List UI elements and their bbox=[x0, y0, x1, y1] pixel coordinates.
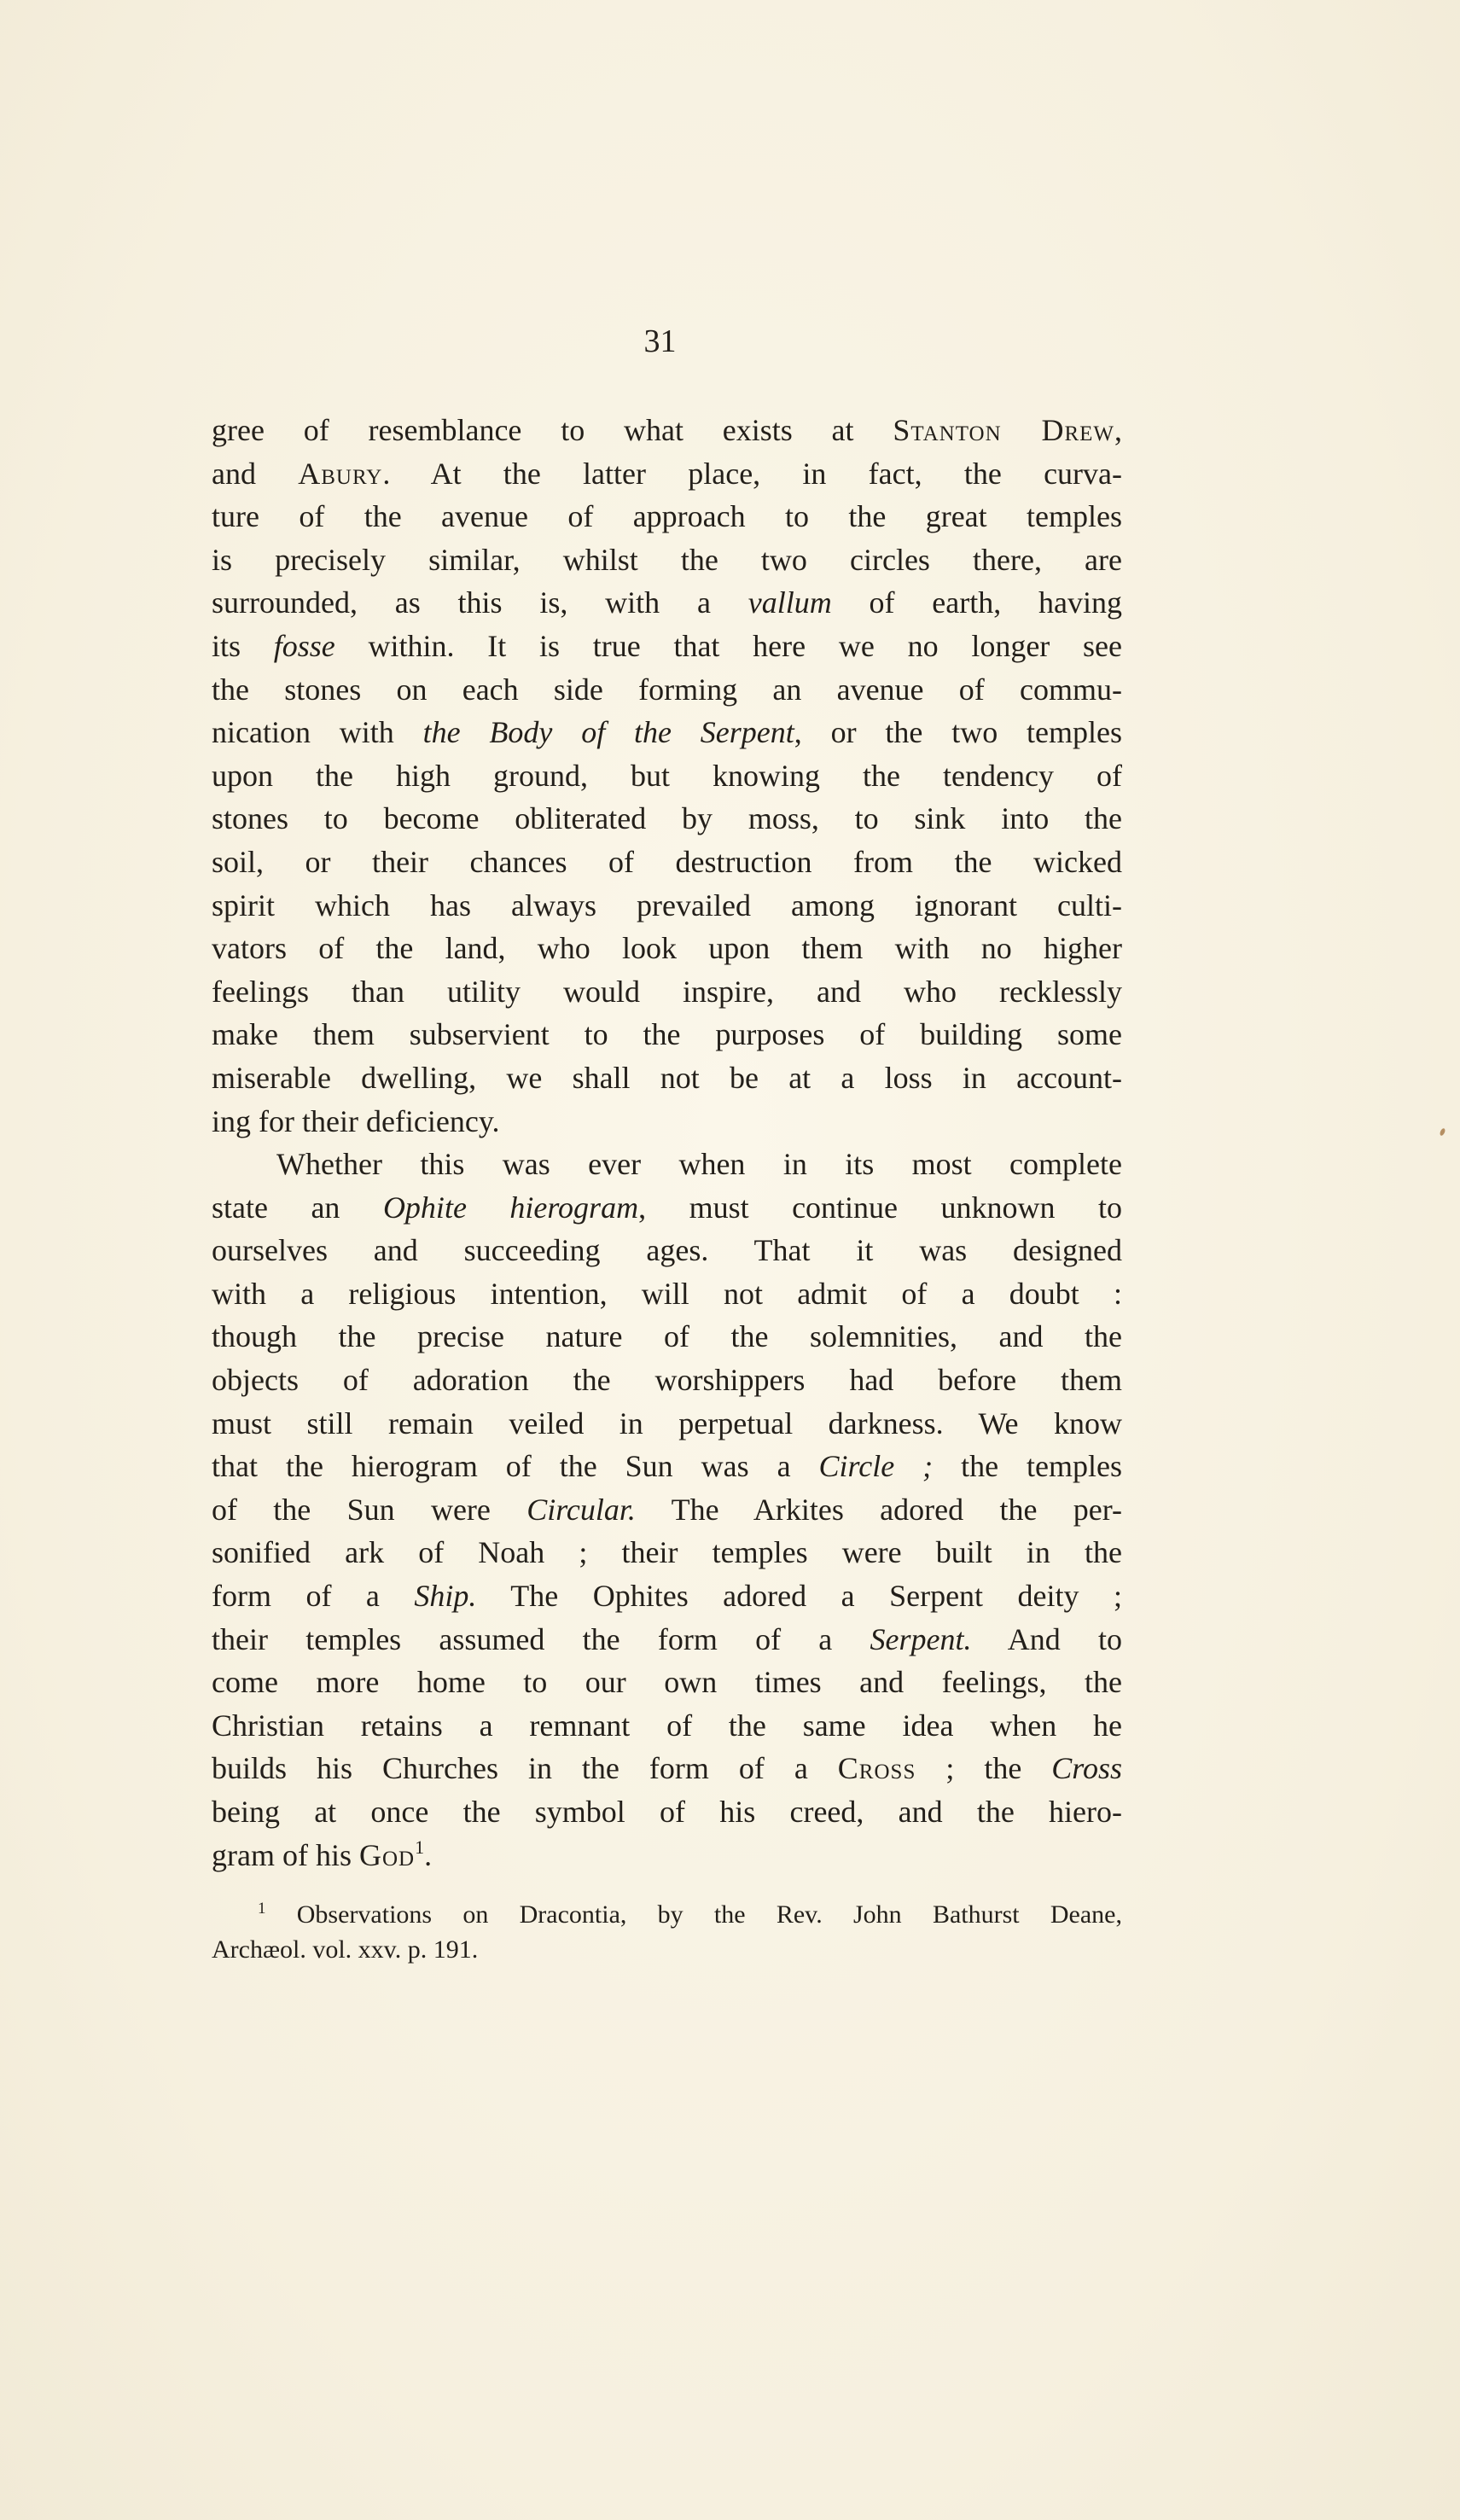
text-line: the stones on each side forming an avenue of commu- bbox=[212, 672, 1122, 707]
footnote-text: Observations on Dracontia, by the Rev. John Bathurst Deane, bbox=[265, 1900, 1122, 1929]
text-run: form of a bbox=[212, 1579, 415, 1614]
text-line bbox=[212, 1574, 1122, 1618]
text-line: being at once the symbol of his creed, and the hiero- bbox=[212, 1795, 1122, 1829]
text-line: ourselves and succeeding ages. That it was designed bbox=[212, 1233, 1122, 1268]
footnote-line: Archæol. vol. xxv. p. 191. bbox=[212, 1935, 479, 1964]
footnote bbox=[212, 1897, 1122, 1967]
italic-term: fosse bbox=[273, 628, 335, 663]
text-line: ing for their deficiency. bbox=[212, 1103, 500, 1138]
text-line: though the precise nature of the solemnities, and the bbox=[212, 1319, 1122, 1354]
text-line bbox=[212, 1834, 1122, 1877]
text-run: of earth, having bbox=[831, 585, 1122, 620]
text-line: with a religious intention, will not admit of a doubt : bbox=[212, 1276, 1122, 1311]
text-run: gree of resemblance to what exists at bbox=[212, 413, 893, 447]
text-line bbox=[212, 1186, 1122, 1230]
text-line bbox=[212, 1488, 1122, 1532]
text-line: vators of the land, who look upon them with no higher bbox=[212, 931, 1122, 966]
text-line: sonified ark of Noah ; their temples were built in the bbox=[212, 1535, 1122, 1570]
italic-term: the Body of the Serpent bbox=[422, 715, 794, 750]
text-run: the temples bbox=[933, 1449, 1122, 1484]
text-run: of the Sun were bbox=[212, 1492, 527, 1527]
body-text bbox=[212, 409, 1122, 1877]
text-run: builds his Churches in the form of a bbox=[212, 1751, 838, 1786]
text-run: , bbox=[1114, 413, 1122, 447]
text-line bbox=[212, 625, 1122, 668]
text-line: feelings than utility would inspire, and who recklessly bbox=[212, 974, 1122, 1009]
text-run: And to bbox=[971, 1621, 1122, 1656]
place-name: Abury bbox=[298, 456, 383, 491]
text-run: gram of his bbox=[212, 1837, 359, 1872]
text-line: miserable dwelling, we shall not be at a loss in account- bbox=[212, 1060, 1122, 1095]
text-run: The Arkites adored the per- bbox=[635, 1492, 1122, 1527]
text-run: within. It is true that here we no longer see bbox=[334, 628, 1122, 663]
text-line: must still remain veiled in perpetual darkness. We know bbox=[212, 1405, 1122, 1440]
text-run: The Ophites adored a Serpent deity ; bbox=[476, 1579, 1122, 1614]
italic-term: Cross bbox=[1051, 1751, 1123, 1786]
footnote-reference[interactable]: 1 bbox=[415, 1836, 425, 1858]
text-run: surrounded, as this is, with a bbox=[212, 585, 748, 620]
text-line: spirit which has always prevailed among ignorant culti- bbox=[212, 888, 1122, 922]
text-line: objects of adoration the worshippers had before them bbox=[212, 1363, 1122, 1398]
text-run: their temples assumed the form of a bbox=[212, 1621, 870, 1656]
italic-term: vallum bbox=[747, 585, 832, 620]
text-line: come more home to our own times and feelings, the bbox=[212, 1665, 1122, 1700]
text-run: nication with bbox=[212, 715, 423, 750]
text-run: state an bbox=[212, 1190, 383, 1225]
footnote-line bbox=[212, 1897, 1122, 1932]
text-line: upon the high ground, but knowing the tendency of bbox=[212, 758, 1122, 793]
text-line: Christian retains a remnant of the same idea when he bbox=[212, 1708, 1122, 1743]
text-line: Whether this was ever when in its most complete bbox=[276, 1147, 1122, 1182]
page-number: 31 bbox=[643, 323, 677, 359]
paper-speck bbox=[1439, 1127, 1445, 1136]
text-line: make them subservient to the purposes of building some bbox=[212, 1017, 1122, 1052]
text-run: . bbox=[424, 1837, 433, 1872]
text-run: and bbox=[212, 456, 299, 491]
italic-term: Ship. bbox=[414, 1579, 477, 1614]
text-line bbox=[212, 711, 1122, 754]
small-caps-term: God bbox=[358, 1837, 416, 1872]
text-run: that the hierogram of the Sun was a bbox=[212, 1449, 819, 1484]
text-line bbox=[212, 1747, 1122, 1790]
text-line: is precisely similar, whilst the two circles there, are bbox=[212, 542, 1122, 577]
text-run: , must continue unknown to bbox=[638, 1190, 1122, 1225]
text-run: , or the two temples bbox=[794, 715, 1122, 750]
text-line: soil, or their chances of destruction from the wicked bbox=[212, 844, 1122, 879]
text-run: ; the bbox=[916, 1751, 1052, 1786]
text-line bbox=[212, 581, 1122, 625]
text-line: ture of the avenue of approach to the great temples bbox=[212, 499, 1122, 534]
text-run: its bbox=[212, 628, 274, 663]
text-line bbox=[212, 452, 1122, 496]
italic-term: Serpent. bbox=[870, 1621, 972, 1656]
italic-term: Circle ; bbox=[818, 1449, 934, 1484]
text-line: stones to become obliterated by moss, to sink into the bbox=[212, 801, 1122, 836]
text-line bbox=[212, 1445, 1122, 1488]
text-line bbox=[212, 1618, 1122, 1662]
place-name: Stanton Drew bbox=[893, 413, 1114, 447]
small-caps-term: Cross bbox=[837, 1751, 916, 1786]
italic-term: Circular. bbox=[526, 1492, 636, 1527]
text-run: . At the latter place, in fact, the curva- bbox=[382, 456, 1123, 491]
italic-term: Ophite hierogram bbox=[382, 1190, 639, 1225]
footnote-marker: 1 bbox=[258, 1900, 266, 1918]
text-line bbox=[212, 409, 1122, 452]
